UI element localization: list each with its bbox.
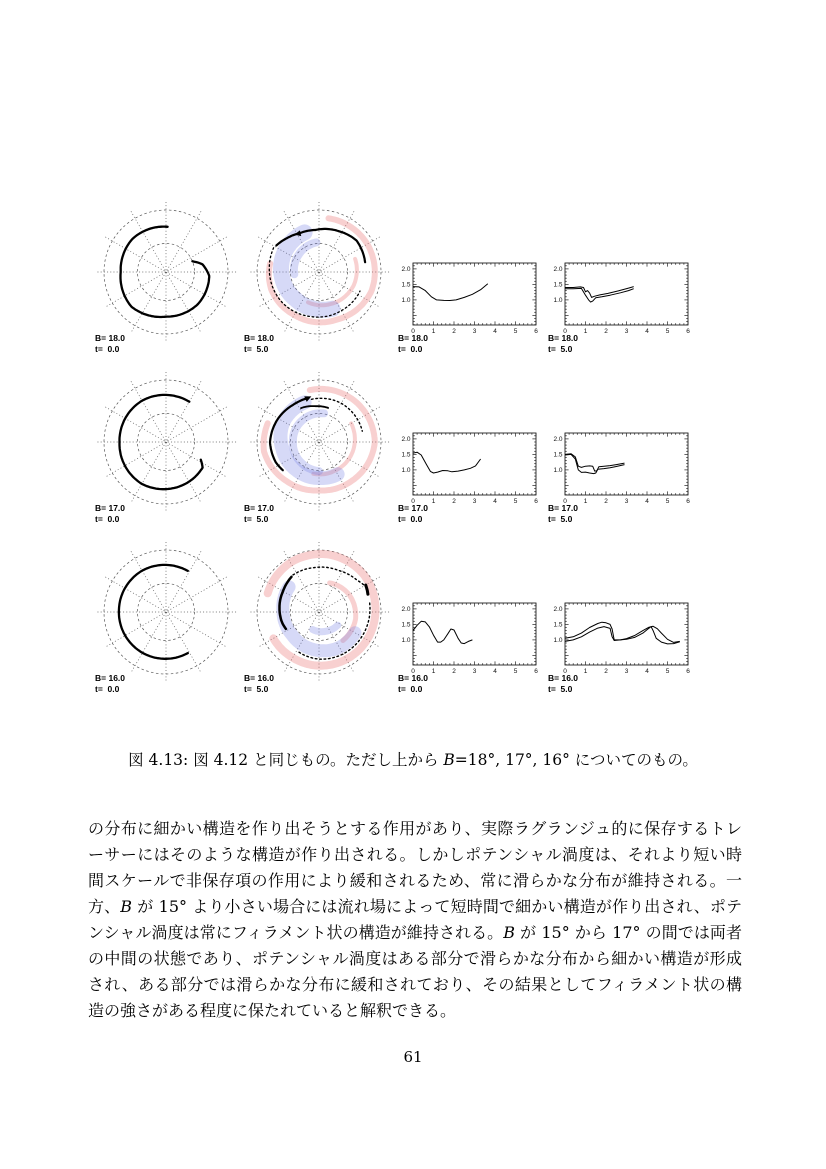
panel-b-label: B= 16.0 [398,673,429,683]
svg-text:3: 3 [472,328,477,335]
svg-text:3: 3 [472,668,477,675]
svg-text:4: 4 [493,498,497,505]
svg-text:1.5: 1.5 [401,281,411,289]
panel-t-label: t= 0.0 [398,514,423,524]
svg-text:1.0: 1.0 [401,297,411,305]
polar-plot-row1-col2 [244,202,389,354]
svg-text:1: 1 [431,668,436,675]
panel-t-label: t= 5.0 [548,514,573,524]
panel-t-label: t= 0.0 [398,344,423,354]
panel-b-label: B= 18.0 [548,333,579,343]
svg-text:6: 6 [686,668,690,675]
svg-text:2: 2 [452,328,456,335]
panel-t-label: t= 5.0 [244,684,269,694]
body-paragraph: の分布に細かい構造を作り出そうとする作用があり、実際ラグランジュ的に保存するトレーサーにはそのような構造が作り出される。しかしポテンシャル渦度は、それより短い時間スケールで非保存項の作用により緩和されるため、常に滑らかな分布が維持される。一方、B が 15° より小さい場合には流れ場によって短時間で細かい構造が作り出され、ポテンシャル渦度は常にフィラメント状の構造が維持される。B が 15° から 17° の間では両者の中間の状態であり、ポテンシャル渦度はある部分で滑らかな分布から細かい構造が形成され、ある部分では滑らかな分布に緩和されており、その結果としてフィラメント状の構造の強さがある程度に保たれていると解釈できる。 [88,819,743,1020]
panel-b-label: B= 16.0 [244,673,275,683]
svg-text:1.0: 1.0 [401,637,411,645]
polar-plot-row3-col2 [244,542,389,694]
svg-text:1: 1 [431,498,436,505]
svg-text:0: 0 [563,668,567,675]
panel-b-label: B= 17.0 [398,503,429,513]
svg-text:4: 4 [645,498,649,505]
svg-text:1.0: 1.0 [553,637,563,645]
line-plot-row3-col4 [548,603,690,694]
svg-text:0: 0 [563,328,567,335]
panel-t-label: t= 5.0 [548,684,573,694]
panel-t-label: t= 0.0 [95,514,120,524]
panel-b-label: B= 17.0 [244,503,275,513]
polar-plot-row2-col2 [244,372,389,524]
panel-t-label: t= 0.0 [398,684,423,694]
svg-text:4: 4 [493,668,497,675]
svg-text:6: 6 [686,498,690,505]
panel-b-label: B= 18.0 [244,333,275,343]
svg-text:5: 5 [513,328,518,335]
svg-text:1: 1 [431,328,436,335]
svg-text:2.0: 2.0 [553,266,563,274]
panel-t-label: t= 0.0 [95,684,120,694]
svg-text:4: 4 [493,328,497,335]
svg-text:4: 4 [645,668,649,675]
polar-plot-row3-col1 [95,542,236,694]
svg-text:1.0: 1.0 [401,467,411,475]
svg-text:1.5: 1.5 [553,451,563,459]
figure-caption: 図 4.13: 図 4.12 と同じもの。ただし上から B=18°, 17°, 16° についてのもの。 [128,751,698,769]
line-plot-row1-col3 [398,263,538,354]
svg-text:5: 5 [513,668,518,675]
svg-text:5: 5 [513,498,518,505]
page-number: 61 [403,1048,423,1066]
svg-text:1: 1 [583,668,588,675]
svg-text:2.0: 2.0 [401,436,411,444]
svg-text:2: 2 [452,498,456,505]
svg-text:1: 1 [583,498,588,505]
svg-text:3: 3 [624,328,629,335]
panel-b-label: B= 18.0 [95,333,126,343]
polar-plot-row1-col1 [95,202,236,354]
svg-text:0: 0 [411,498,415,505]
svg-text:0: 0 [411,328,415,335]
svg-text:1.0: 1.0 [553,467,563,475]
panel-b-label: B= 18.0 [398,333,429,343]
svg-text:2: 2 [604,668,608,675]
svg-text:1.0: 1.0 [553,297,563,305]
svg-text:5: 5 [665,498,670,505]
svg-text:2: 2 [452,668,456,675]
panel-b-label: B= 17.0 [95,503,126,513]
svg-text:6: 6 [534,668,538,675]
svg-text:6: 6 [534,498,538,505]
panel-t-label: t= 5.0 [244,514,269,524]
svg-text:1: 1 [583,328,588,335]
svg-text:2.0: 2.0 [401,266,411,274]
svg-text:3: 3 [624,498,629,505]
panel-t-label: t= 5.0 [548,344,573,354]
svg-text:3: 3 [472,498,477,505]
line-plot-row2-col3 [398,433,538,524]
polar-plot-row2-col1 [95,372,236,524]
svg-text:1.5: 1.5 [553,281,563,289]
panel-b-label: B= 16.0 [95,673,126,683]
svg-text:2.0: 2.0 [553,436,563,444]
panel-b-label: B= 17.0 [548,503,579,513]
svg-text:5: 5 [665,668,670,675]
svg-text:1.5: 1.5 [401,621,411,629]
svg-text:3: 3 [624,668,629,675]
line-plot-row1-col4 [548,263,690,354]
svg-text:5: 5 [665,328,670,335]
panel-t-label: t= 5.0 [244,344,269,354]
svg-text:2.0: 2.0 [401,606,411,614]
panel-t-label: t= 0.0 [95,344,120,354]
svg-text:6: 6 [686,328,690,335]
svg-text:6: 6 [534,328,538,335]
panel-b-label: B= 16.0 [548,673,579,683]
svg-text:2: 2 [604,498,608,505]
line-plot-row2-col4 [548,433,690,524]
svg-text:1.5: 1.5 [401,451,411,459]
line-plot-row3-col3 [398,603,538,694]
svg-text:2.0: 2.0 [553,606,563,614]
svg-text:0: 0 [563,498,567,505]
svg-text:2: 2 [604,328,608,335]
svg-text:1.5: 1.5 [553,621,563,629]
svg-text:0: 0 [411,668,415,675]
svg-text:4: 4 [645,328,649,335]
